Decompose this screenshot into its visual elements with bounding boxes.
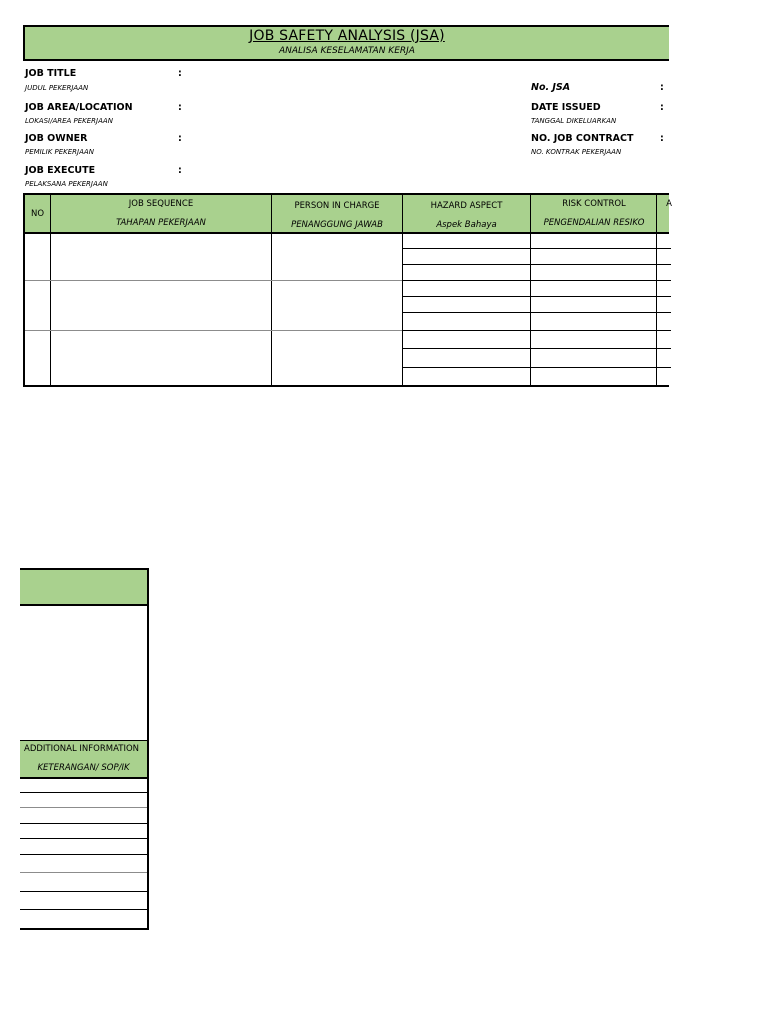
col-no-header: NO [30, 209, 45, 219]
job-owner-colon: : [178, 133, 182, 144]
job-area-colon: : [178, 102, 182, 113]
date-issued-label: DATE ISSUED [531, 102, 601, 113]
job-title-sublabel: JUDUL PEKERJAAN [25, 84, 89, 92]
job-area-sublabel: LOKASI/AREA PEKERJAAN [25, 117, 113, 125]
side-table-header-band [20, 570, 147, 606]
col-cut-off-header: A [666, 199, 672, 209]
jsa-table [23, 193, 672, 387]
no-jsa-label: No. JSA [531, 82, 571, 93]
job-title-label: JOB TITLE [25, 68, 77, 79]
side-row-divider [20, 792, 149, 793]
grid-line [656, 195, 657, 385]
subrow-divider [402, 367, 671, 368]
side-row-divider [20, 909, 149, 910]
jsa-title-band [23, 25, 669, 61]
grid-line [271, 195, 272, 385]
job-title-colon: : [178, 68, 182, 79]
col-job-sequence-subheader: TAHAPAN PEKERJAAN [116, 218, 206, 228]
document-subtitle: ANALISA KESELAMATAN KERJA [279, 46, 415, 56]
side-row-divider [20, 854, 149, 855]
subrow-divider [402, 264, 671, 265]
no-jsa-colon: : [660, 82, 664, 93]
col-risk-control-subheader: PENGENDALIAN RESIKO [543, 218, 645, 228]
col-job-sequence-header: JOB SEQUENCE [128, 199, 194, 209]
jsa-table-header [25, 195, 672, 234]
col-person-in-charge-subheader: PENANGGUNG JAWAB [291, 220, 383, 230]
additional-info-title: ADDITIONAL INFORMATION [24, 744, 139, 754]
col-person-in-charge-header: PERSON IN CHARGE [294, 201, 380, 211]
subrow-divider [402, 312, 671, 313]
col-hazard-aspect-header: HAZARD ASPECT [430, 201, 503, 211]
grid-line [530, 195, 531, 385]
subrow-divider [402, 296, 671, 297]
date-issued-colon: : [660, 102, 664, 113]
row-divider [25, 330, 402, 331]
job-execute-label: JOB EXECUTE [25, 165, 96, 176]
job-owner-sublabel: PEMILIK PEKERJAAN [25, 148, 94, 156]
job-area-label: JOB AREA/LOCATION [25, 102, 133, 113]
grid-line [50, 195, 51, 385]
date-issued-sublabel: TANGGAL DIKELUARKAN [531, 117, 617, 125]
job-owner-label: JOB OWNER [25, 133, 88, 144]
job-contract-sublabel: NO. KONTRAK PEKERJAAN [531, 148, 622, 156]
additional-info-subtitle: KETERANGAN/ SOP/IK [37, 763, 130, 773]
job-contract-label: NO. JOB CONTRACT [531, 133, 634, 144]
grid-line [402, 195, 403, 385]
side-row-divider [20, 891, 149, 892]
side-row-divider [20, 838, 149, 839]
side-row-divider [20, 872, 149, 873]
side-row-divider [20, 823, 149, 824]
subrow-divider [402, 348, 671, 349]
job-contract-colon: : [660, 133, 664, 144]
col-risk-control-header: RISK CONTROL [562, 199, 626, 209]
document-title: JOB SAFETY ANALYSIS (JSA) [249, 28, 445, 44]
job-execute-colon: : [178, 165, 182, 176]
subrow-divider [402, 280, 671, 281]
additional-info-table [20, 568, 149, 930]
subrow-divider [402, 330, 671, 331]
side-row-divider [20, 807, 149, 808]
col-hazard-aspect-subheader: Aspek Bahaya [436, 220, 497, 230]
job-execute-sublabel: PELAKSANA PEKERJAAN [25, 180, 108, 188]
subrow-divider [402, 248, 671, 249]
additional-info-header [20, 740, 147, 779]
row-divider [25, 280, 402, 281]
